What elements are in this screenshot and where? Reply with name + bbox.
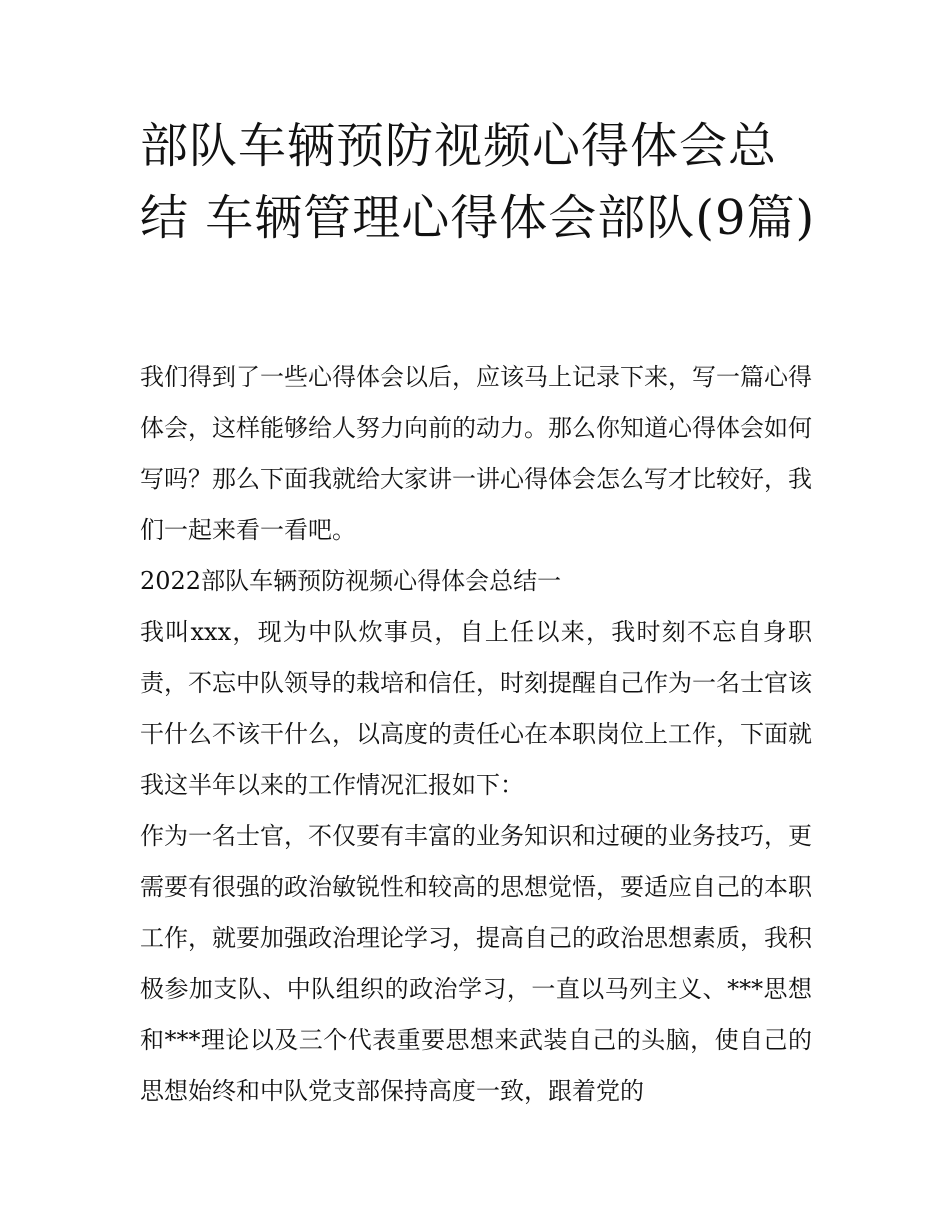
paragraph-self-intro: 我叫xxx，现为中队炊事员，自上任以来，我时刻不忘自身职责，不忘中队领导的栽培和信任，时刻提醒自己作为一名士官该干什么不该干什么，以高度的责任心在本职岗位上工作，下面就我这半年以来的工作情况汇报如下： (140, 618, 812, 799)
paragraph-political-study: 作为一名士官，不仅要有丰富的业务知识和过硬的业务技巧，更需要有很强的政治敏锐性和较高的思想觉悟，要适应自己的本职工作，就要加强政治理论学习，提高自己的政治思想素质，我积极参加支队、中队组织的政治学习，一直以马列主义、***思想和***理论以及三个代表重要思想来武装自己的头脑，使自己的思想始终和中队党支部保持高度一致，跟着党的 (140, 822, 812, 1105)
document-title: 部队车辆预防视频心得体会总结 车辆管理心得体会部队(9篇) (140, 118, 816, 246)
paragraph-intro: 我们得到了一些心得体会以后，应该马上记录下来，写一篇心得体会，这样能够给人努力向前的动力。那么你知道心得体会如何写吗？那么下面我就给大家讲一讲心得体会怎么写才比较好，我们一起来看一看吧。 (140, 363, 812, 544)
section-heading: 2022部队车辆预防视频心得体会总结一 (140, 567, 562, 595)
document-body (140, 352, 812, 1117)
